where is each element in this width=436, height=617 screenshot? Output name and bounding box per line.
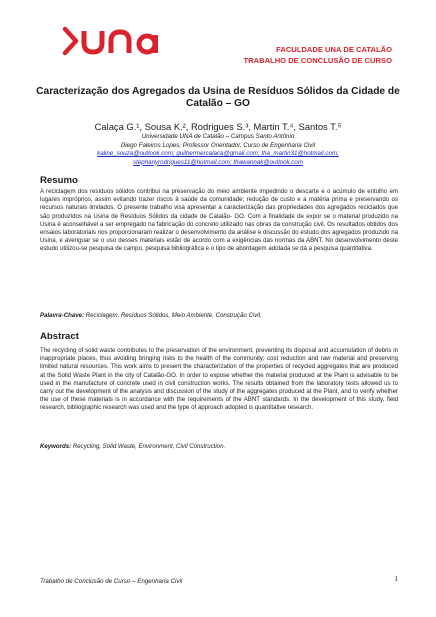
email-line-1[interactable]: kaline_souza@outlook.com; guilhermercalaca@gmail.com; tha_martin31@hotmail.com; [97, 150, 339, 157]
una-logo [62, 25, 172, 57]
page-footer: Trabalho de Conclusão de Curso – Engenharia Civil [40, 578, 183, 585]
resumo-text: A reciclagem dos resíduos sólidos contribui na preservação do meio ambiente impedindo o descarte e o acúmulo de entulho em lugares impróprios, assim evitando trazer riscos à saúde da comunidade; redução de custo e a matéria prima e preservando os recursos naturais limitados. O presente trabalho visa apresentar a caracterização das propriedades dos agregados reciclados que são produzidos na Usina de Resíduos Sólidos da cidade de Catalão- GO. Com a finalidade de expor se o material produzido na Usina é aconselhável a ser empregado na fabricação do concreto utilizado nas obras da construção civil. Os resultados obtidos dos ensaios laboratoriais nos proporcionaram realizar o desenvolvimento da análise e discussão do estudo dos agregados produzido na Usina, e averiguar se o uso desses materiais estão de acordo com a exigências das normas da ABNT. No desenvolvimento deste estudo utilizou-se pesquisa de campo, pesquisa bibliográfica e o tipo de abordagem adotada se dá a pesquisa quantitativa. [40, 188, 398, 253]
author-emails [34, 150, 402, 167]
institution-header [243, 44, 392, 66]
page-number: 1 [394, 574, 398, 583]
document-type: TRABALHO DE CONCLUSÃO DE CURSO [243, 56, 392, 65]
abstract-text: The recycling of solid waste contributes to the preservation of the environment, preventing its disposal and accumulation of debris in inappropriate places, thus avoiding bringing risks to the health of the community; cost reduction and raw material and preserving limited natural resources. This work aims to present the characterization of the properties of recycled aggregates that are produced at the Solid Waste Plant in the city of Catalão-GO. In order to expose whether the material produced at the Plant is advisable to be used in the manufacture of concrete used in civil construction works. The results obtained from the laboratory tests allowed us to carry out the development of the analysis and discussion of the study of the aggregates produced at the Plant, and to verify whether the use of these materials is in accordance with the requirements of the ABNT standards. In the development of this study, field research, bibliographic research was used and the type of approach adopted is quantitative research. [40, 347, 398, 412]
palavras-chave [40, 312, 400, 320]
abstract-heading: Abstract [40, 331, 79, 342]
keywords [40, 443, 400, 451]
keywords-label: Keywords: [40, 443, 72, 450]
palavras-chave-label: Palavra-Chave: [40, 312, 85, 319]
palavras-chave-values: Reciclagem, Resíduos Sólidos, Meio Ambiente, Construção Civil. [85, 312, 262, 319]
advisor: Diego Faleiros Lopes, Professor Orientador, Curso de Engenharia Civil [120, 142, 316, 149]
authors: Calaça G.¹, Sousa K.², Rodrigues S.³, Martin T.⁴, Santos T.⁵ [94, 121, 342, 132]
keywords-values: Recycling, Solid Waste, Environment, Civil Construction. [72, 443, 226, 450]
resumo-heading: Resumo [40, 175, 78, 186]
paper-title: Caracterização dos Agregados da Usina de Resíduos Sólidos da Cidade de Catalão – GO [36, 86, 400, 109]
institution-name: FACULDADE UNA DE CATALÃO [276, 45, 392, 54]
affiliation: Universidade UNA de Catalão – Campus Santo Antônio [141, 133, 295, 140]
email-line-2[interactable]: stephanyrodrigues11@hotmail.com; thawannak@outlook.com [133, 158, 303, 166]
